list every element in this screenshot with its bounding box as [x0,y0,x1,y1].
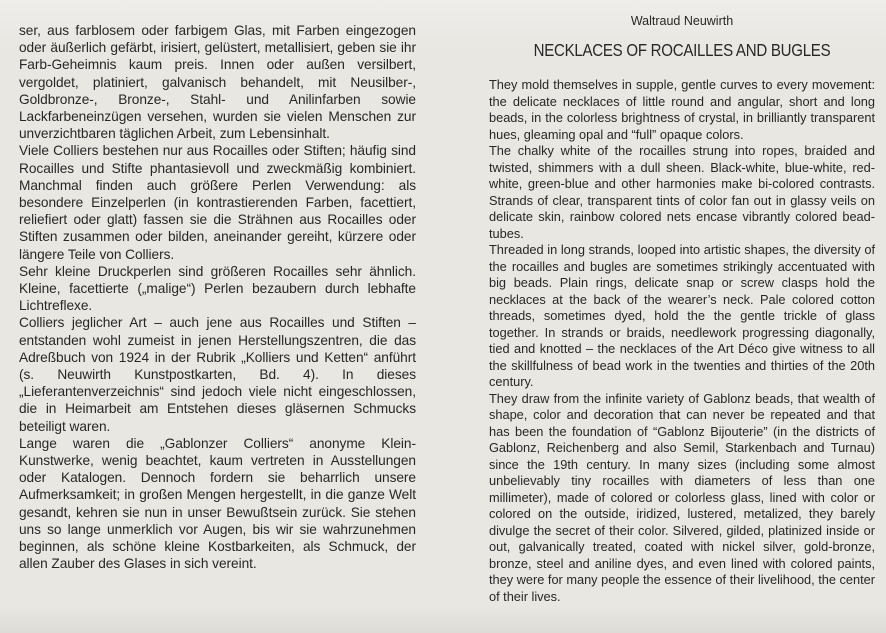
english-paragraph-3: Threaded in long strands, looped into artistic shapes, the diversity of the rocailles and bugles are sometimes strikingly accentuated with big beads. Plain rings, delicate snap or screw clasps hold the necklaces at the back of the wearer’s neck. Pale colored cotton threads, sometimes dyed, hold the the gentle trickle of glass together. In strands or braids, needlework progressing diagonally, tied and knotted – the necklaces of the Art Déco give witness to all the skillfulness of bead work in the twenties and thirties of the 20th century. [489,242,875,389]
german-paragraph-3: Sehr kleine Druckperlen sind größeren Rocailles sehr ähnlich. Kleine, facettierte („malige“) Perlen bezaubern durch lebhafte Lichtreflexe. [19,263,416,314]
english-paragraph-4: They draw from the infinite variety of Gablonz beads, that wealth of shape, color and decoration that can never be repeated and that has been the foundation of “Gablonz Bijouterie” (in the districts of Gablonz, Reichenberg and also Semil, Starkenbach and Turnau) since the 19th century. In many sizes (including some almost unbelievably tiny rocailles with diameters of less than one millimeter), made of colored or colorless glass, lined with color or colored on the outside, iridized, lustered, metalized, they barely divulge the secret of their color. Silvered, gilded, platinized inside or out, galvanically treated, coated with nickel silver, gold-bronze, bronze, steel and aniline dyes, and even lined with colored paints, they were for many people the essence of their livelihood, the center of their lives. [489,390,875,604]
left-column-german-text [19,22,416,573]
english-paragraph-2: The chalky white of the rocailles strung into ropes, braided and twisted, shimmers with a dull sheen. Black-white, blue-white, red-white, green-blue and other harmonies make bi-colored contrasts. Strands of clear, transparent tints of color fan out in glassy veils on delicate skin, rainbow colored nets encase vibrantly colored bead-tubes. [489,143,875,241]
article-title: NECKLACES OF ROCAILLES AND BUGLES [533,40,831,60]
german-paragraph-1: ser, aus farblosem oder farbigem Glas, mit Farben eingezogen oder äußerlich gefärbt, irisiert, gelüstert, metallisiert, geben sie ihr Farb-Geheimnis kaum preis. Innen oder außen versilbert, vergoldet, platiniert, galvanisch behandelt, mit Neusilber-, Goldbronze-, Bronze-, Stahl- und Anilinfarben sowie Lackfarbeneinzügen versehen, wurden sie vielen Menschen zur unverzichtbaren täglichen Arbeit, zum Lebensinhalt. [19,23,416,142]
english-paragraph-1: They mold themselves in supple, gentle curves to every movement: the delicate necklaces of little round and angular, short and long beads, in the colorless brightness of crystal, in brilliantly transparent hues, gleaming opal and “full” opaque colors. [489,77,875,142]
german-paragraph-2: Viele Colliers bestehen nur aus Rocailles oder Stiften; häufig sind Rocailles und Stifte phantasievoll und zweckmäßig kombiniert. Manchmal finden auch größere Perlen Verwendung: als besondere Einzelperlen (in kontrastierenden Farben, facettiert, reliefiert oder glatt) fassen sie die Strähnen aus Rocailles oder Stiften zusammen oder bilden, aneinander gereiht, kürzere oder längere Teile von Colliers. [19,143,416,262]
german-paragraph-4: Colliers jeglicher Art – auch jene aus Rocailles und Stiften – entstanden wohl zumeist in jenen Herstellungszentren, die das Adreßbuch von 1924 in der Rubrik „Kolliers und Ketten“ anführt (s. Neuwirth Kunstpostkarten, Bd. 4). In dieses „Lieferantenverzeichnis“ sind jedoch viele nicht eingeschlossen, die in Heimarbeit am Entstehen dieses gläsernen Schmucks beteiligt waren. [19,315,416,434]
german-paragraph-5: Lange waren die „Gablonzer Colliers“ anonyme Klein-Kunstwerke, wenig beachtet, kaum vertreten in Ausstellungen oder Katalogen. Dennoch fordern sie beharrlich unsere Aufmerksamkeit; in großen Mengen hergestellt, in die ganze Welt gesandt, kehren sie nun in unser Bewußtsein zurück. Sie stehen uns so lange unmerklich vor Augen, bis wir sie wahrzunehmen beginnen, als schöne kleine Kostbarkeiten, als Schmuck, der allen Zauber des Glases in sich vereint. [19,435,416,572]
author-name: Waltraud Neuwirth [630,14,734,28]
right-column-english-text [489,14,875,605]
